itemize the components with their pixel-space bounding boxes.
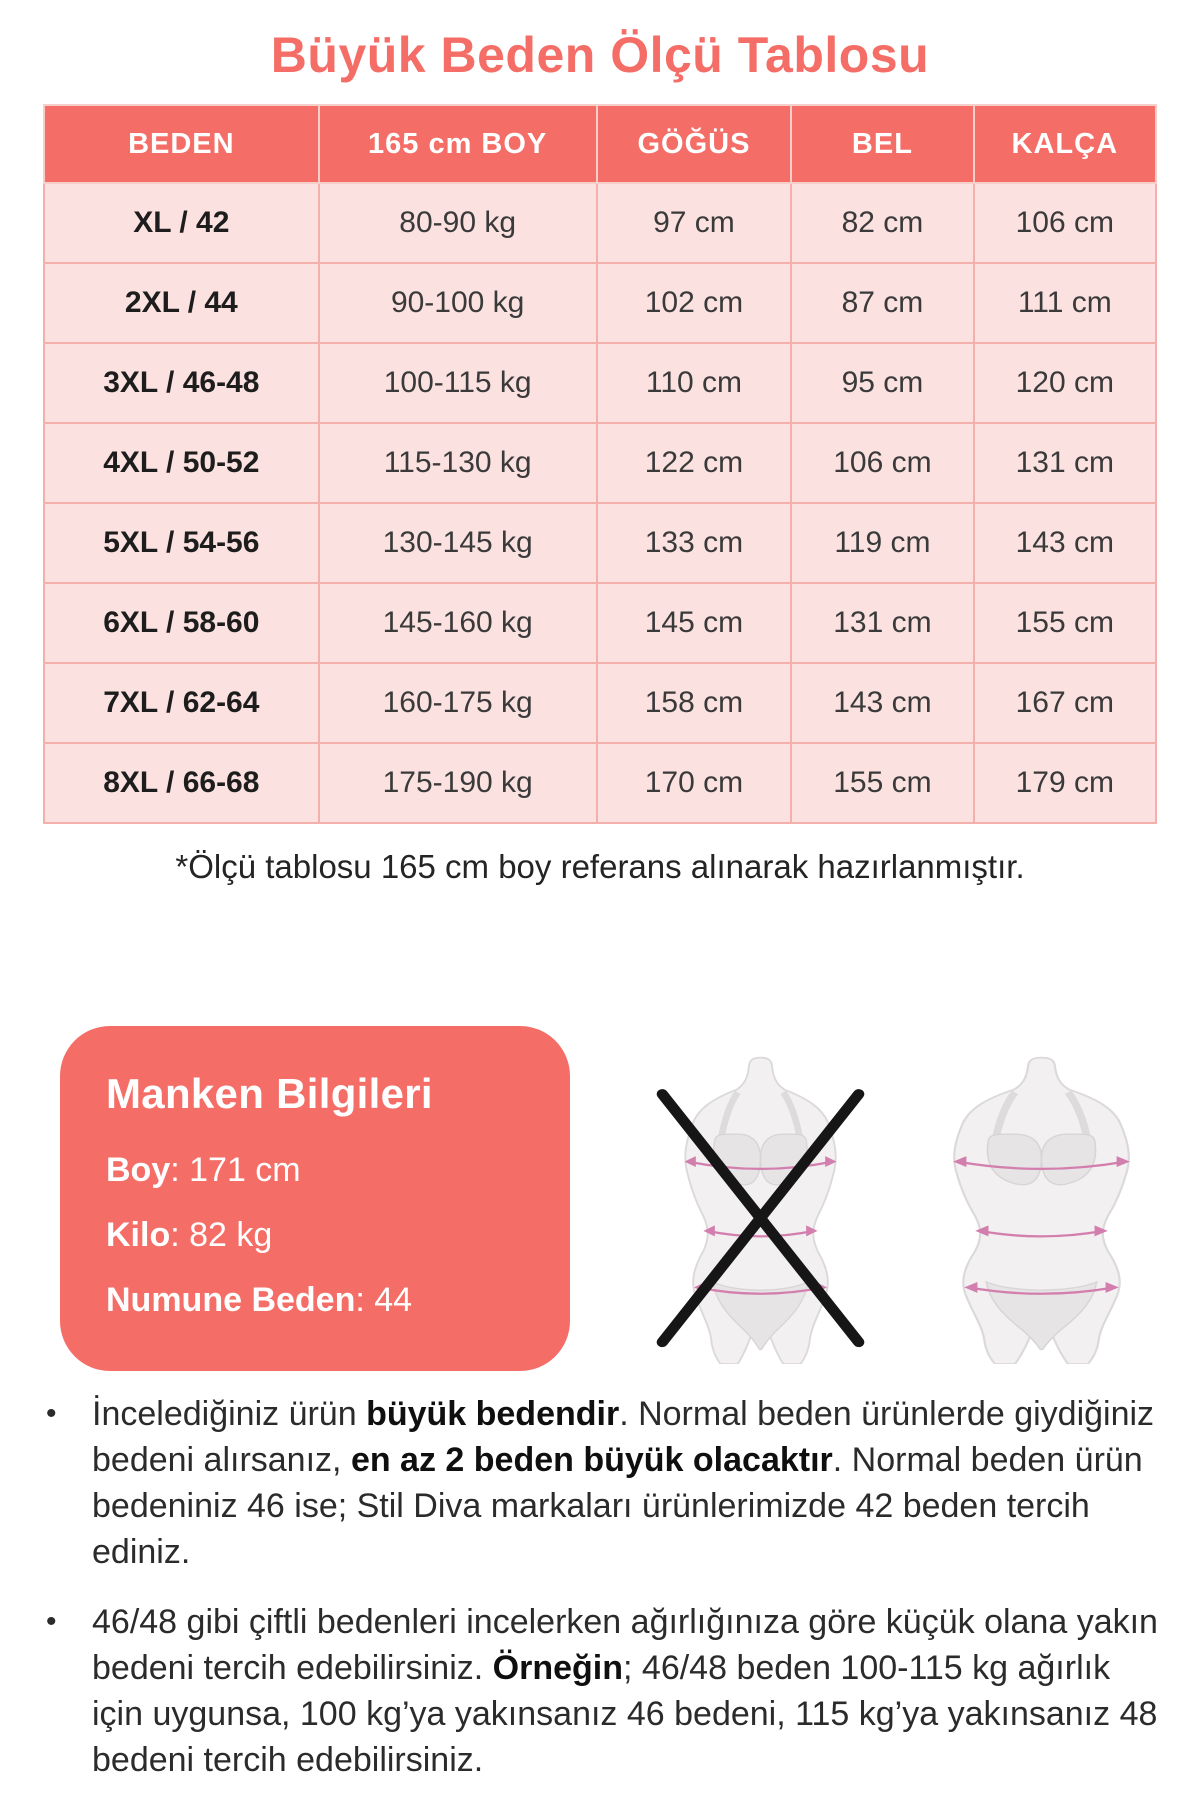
table-row (44, 423, 1156, 503)
model-info-card (60, 1026, 570, 1371)
size-cell: 8XL / 66-68 (44, 743, 319, 823)
column-header: BEL (791, 105, 973, 183)
measure-cell: 100-115 kg (319, 343, 597, 423)
figure-illustrations (648, 1054, 1158, 1364)
measure-cell: 97 cm (597, 183, 792, 263)
measure-cell: 175-190 kg (319, 743, 597, 823)
measure-cell: 115-130 kg (319, 423, 597, 503)
crossed-out-slim-figure-icon (648, 1054, 873, 1364)
measure-cell: 90-100 kg (319, 263, 597, 343)
measure-cell: 111 cm (974, 263, 1156, 343)
bullet-text: İncelediğiniz ürün büyük bedendir. Normal beden ürünlerde giydiğiniz bedeni alırsanız, en az 2 beden büyük olacaktır. Normal beden ürün bedeniniz 46 ise; Stil Diva markaları ürünlerimizde 42 beden tercih ediniz. (92, 1395, 1155, 1571)
measure-cell: 119 cm (791, 503, 973, 583)
table-row (44, 663, 1156, 743)
size-cell: 4XL / 50-52 (44, 423, 319, 503)
size-cell: 2XL / 44 (44, 263, 319, 343)
measure-cell: 155 cm (974, 583, 1156, 663)
size-table-header-row (44, 105, 1156, 183)
measured-figure (929, 1054, 1154, 1364)
table-note: *Ölçü tablosu 165 cm boy referans alınarak hazırlanmıştır. (175, 848, 1025, 885)
measure-cell: 155 cm (791, 743, 973, 823)
measure-cell: 130-145 kg (319, 503, 597, 583)
table-row (44, 583, 1156, 663)
measure-cell: 170 cm (597, 743, 792, 823)
model-info-field: Numune Beden: 44 (106, 1280, 413, 1319)
measure-cell: 80-90 kg (319, 183, 597, 263)
measure-cell: 167 cm (974, 663, 1156, 743)
plus-size-measured-figure-icon (929, 1054, 1154, 1364)
measure-cell: 106 cm (791, 423, 973, 503)
bullet-dot: • (46, 1397, 57, 1430)
measure-cell: 145 cm (597, 583, 792, 663)
measure-cell: 122 cm (597, 423, 792, 503)
measure-cell: 131 cm (974, 423, 1156, 503)
measure-cell: 131 cm (791, 583, 973, 663)
model-info-field: Boy: 171 cm (106, 1151, 301, 1189)
size-table-body (44, 183, 1156, 823)
table-row (44, 263, 1156, 343)
measure-cell: 133 cm (597, 503, 792, 583)
measure-cell: 106 cm (974, 183, 1156, 263)
size-table (43, 104, 1157, 824)
page-title: Büyük Beden Ölçü Tablosu (270, 27, 930, 83)
info-bullet (46, 1391, 1170, 1575)
measure-cell: 179 cm (974, 743, 1156, 823)
measure-cell: 143 cm (791, 663, 973, 743)
measure-cell: 95 cm (791, 343, 973, 423)
column-header: GÖĞÜS (597, 105, 792, 183)
column-header: 165 cm BOY (319, 105, 597, 183)
size-cell: 3XL / 46-48 (44, 343, 319, 423)
table-row (44, 183, 1156, 263)
column-header: KALÇA (974, 105, 1156, 183)
crossed-out-figure (648, 1054, 873, 1364)
model-info-field: Kilo: 82 kg (106, 1215, 273, 1254)
size-cell: 6XL / 58-60 (44, 583, 319, 663)
table-row (44, 503, 1156, 583)
bullet-text: 46/48 gibi çiftli bedenleri incelerken ağırlığınıza göre küçük olana yakın bedeni tercih edebilirsiniz. Örneğin; 46/48 beden 100-115 kg ağırlık için uygunsa, 100 kg’ya yakınsanız 46 bedeni, 115 kg’ya yakınsanız 48 bedeni tercih edebilirsiniz. (92, 1603, 1158, 1779)
size-cell: 7XL / 62-64 (44, 663, 319, 743)
measure-cell: 82 cm (791, 183, 973, 263)
column-header: BEDEN (44, 105, 319, 183)
measure-cell: 160-175 kg (319, 663, 597, 743)
table-row (44, 343, 1156, 423)
info-bullets (46, 1391, 1170, 1783)
measure-cell: 158 cm (597, 663, 792, 743)
measure-cell: 102 cm (597, 263, 792, 343)
size-cell: XL / 42 (44, 183, 319, 263)
measure-cell: 145-160 kg (319, 583, 597, 663)
model-info-fields (106, 1150, 534, 1320)
model-info-section (60, 1026, 1158, 1371)
bullet-dot: • (46, 1605, 57, 1638)
model-info-title: Manken Bilgileri (106, 1070, 433, 1117)
measure-cell: 87 cm (791, 263, 973, 343)
measure-cell: 110 cm (597, 343, 792, 423)
info-bullet (46, 1599, 1170, 1783)
measure-cell: 143 cm (974, 503, 1156, 583)
table-row (44, 743, 1156, 823)
measure-cell: 120 cm (974, 343, 1156, 423)
size-cell: 5XL / 54-56 (44, 503, 319, 583)
